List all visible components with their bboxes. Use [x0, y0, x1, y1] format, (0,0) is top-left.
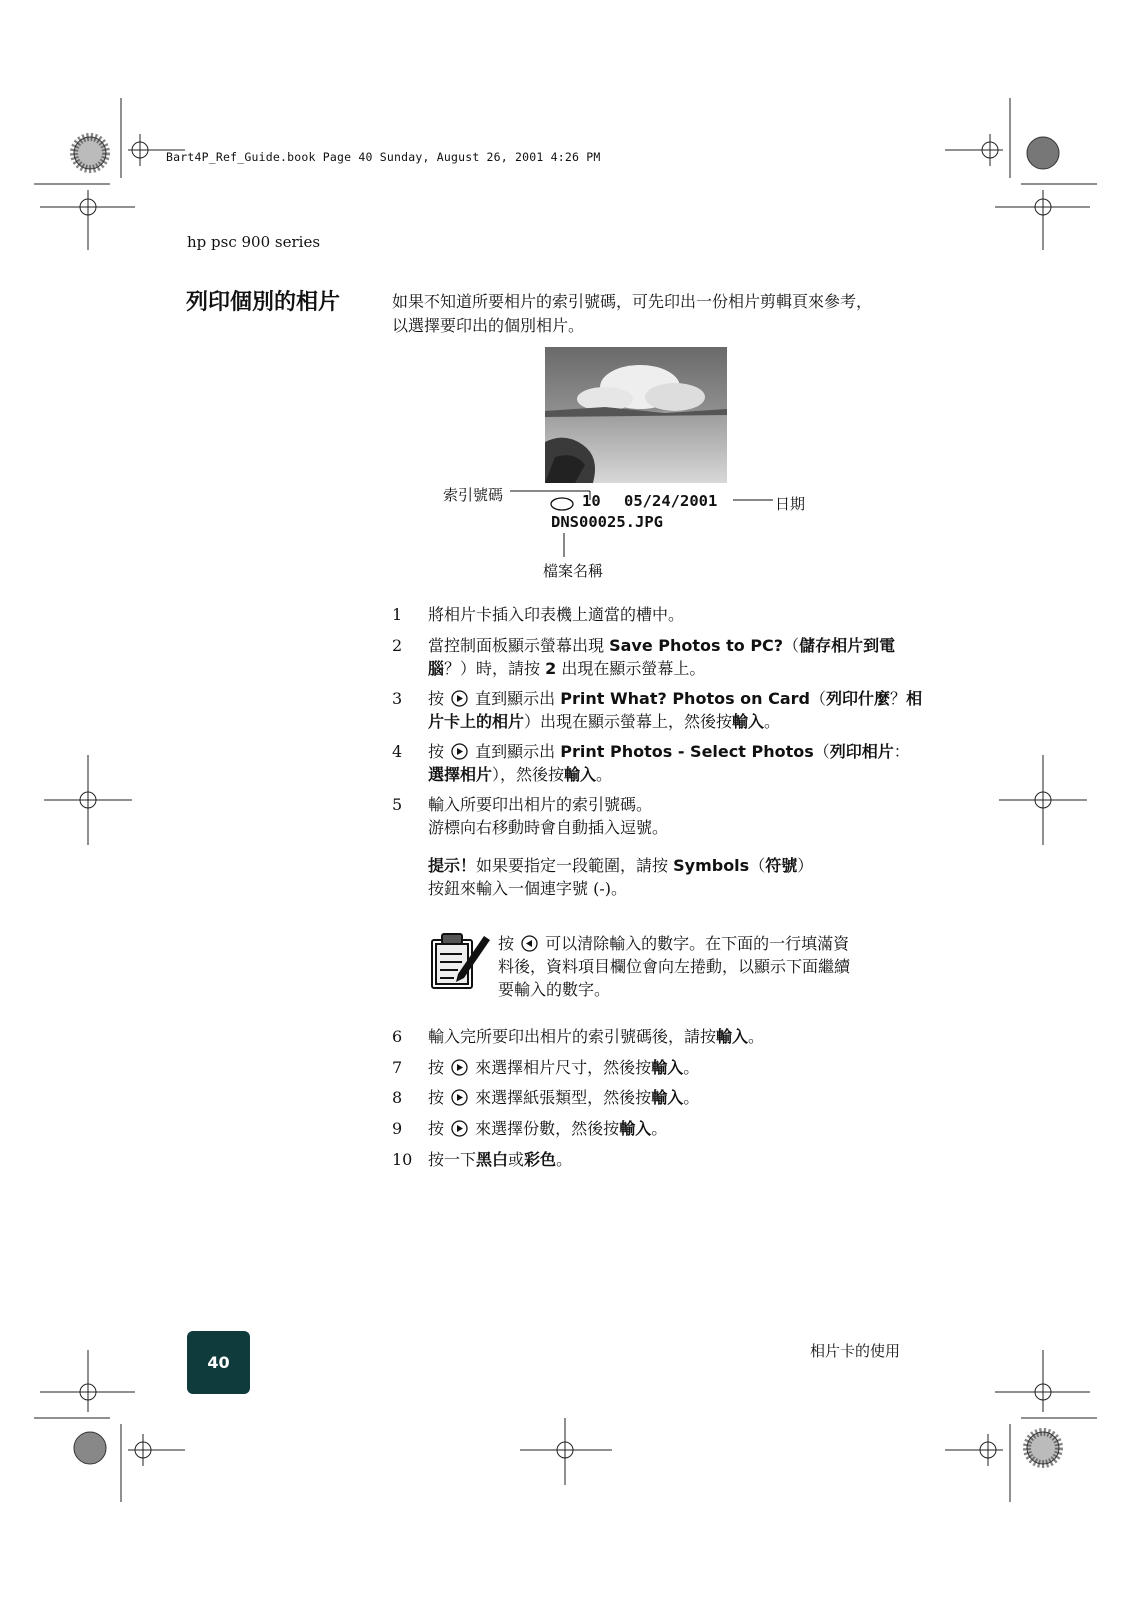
- step-text: 來選擇份數，然後按: [470, 1119, 620, 1138]
- step-text: 輸入完所要印出相片的索引號碼後，請按: [428, 1027, 717, 1046]
- intro-line: 如果不知道所要相片的索引號碼，可先印出一份相片剪輯頁來參考，: [392, 292, 873, 311]
- right-arrow-button-icon: [451, 1089, 468, 1106]
- step-text: 來選擇紙張類型，然後按: [470, 1088, 652, 1107]
- step-text: 。: [683, 1088, 700, 1107]
- right-arrow-button-icon: [451, 690, 468, 707]
- step-text: 出現在顯示螢幕上。: [556, 659, 706, 678]
- display-message: Save Photos to PC?: [609, 636, 784, 655]
- right-arrow-button-icon: [451, 1120, 468, 1137]
- step-text: ？）時，請按: [444, 659, 546, 678]
- label-file-name: 檔案名稱: [543, 562, 604, 580]
- step-4: [392, 740, 912, 786]
- step-text: 按: [428, 1088, 450, 1107]
- display-message-translation: 片卡上的相片: [428, 712, 525, 731]
- step-number: 9: [392, 1119, 403, 1138]
- note-block: [498, 932, 898, 1001]
- display-message-translation: 儲存相片到電: [799, 636, 896, 655]
- note-text: 要輸入的數字。: [498, 980, 611, 999]
- tip-block: [428, 854, 908, 900]
- step-text: （: [810, 689, 827, 708]
- key-label: 輸入: [564, 765, 597, 784]
- key-label: 輸入: [716, 1027, 749, 1046]
- note-text: 按: [498, 934, 520, 953]
- index-oval-icon: [550, 497, 574, 511]
- step-text: （: [813, 742, 830, 761]
- step-number: 4: [392, 742, 403, 761]
- step-text: ：: [893, 742, 910, 761]
- step-text: 。: [556, 1150, 573, 1169]
- key-label: 輸入: [651, 1058, 684, 1077]
- file-leader-line: [562, 533, 566, 559]
- step-text: 游標向右移動時會自動插入逗號。: [428, 818, 669, 837]
- note-text: 可以清除輸入的數字。在下面的一行填滿資: [540, 934, 850, 953]
- step-text: （: [783, 636, 800, 655]
- step-text: 。: [764, 712, 781, 731]
- page-number: 40: [207, 1353, 230, 1372]
- step-number: 5: [392, 795, 403, 814]
- page-number-badge: [187, 1331, 250, 1394]
- display-message-translation: 相: [906, 689, 923, 708]
- step-3: [392, 687, 923, 733]
- step-text: 按一下: [428, 1150, 477, 1169]
- key-label: 輸入: [732, 712, 765, 731]
- index-value: 10: [582, 492, 601, 510]
- key-label: 輸入: [651, 1088, 684, 1107]
- tip-text: 如果要指定一段範圍，請按: [476, 856, 674, 875]
- step-number: 3: [392, 689, 403, 708]
- step-number: 10: [392, 1150, 413, 1169]
- display-message-translation: 列印相片: [829, 742, 894, 761]
- step-text: 按: [428, 1058, 450, 1077]
- step-5: [392, 793, 912, 839]
- display-message-translation: 腦: [428, 659, 445, 678]
- step-text: 。: [651, 1119, 668, 1138]
- intro-line: 以選擇要印出的個別相片。: [392, 316, 585, 335]
- intro-paragraph: [392, 290, 912, 338]
- step-text: 按: [428, 1119, 450, 1138]
- step-text: 輸入所要印出相片的索引號碼。: [428, 795, 653, 814]
- step-text: ）出現在顯示螢幕上，然後按: [524, 712, 733, 731]
- step-text: 直到顯示出: [470, 742, 561, 761]
- date-leader-line: [733, 498, 773, 502]
- tip-text: 按鈕來輸入一個連字號 (-)。: [428, 879, 627, 898]
- display-message: Print What? Photos on Card: [560, 689, 811, 708]
- key-label: 黑白: [476, 1150, 509, 1169]
- step-text: 直到顯示出: [470, 689, 561, 708]
- footer-section-title: 相片卡的使用: [810, 1342, 901, 1360]
- display-message: Print Photos - Select Photos: [560, 742, 814, 761]
- step-number: 7: [392, 1058, 403, 1077]
- right-arrow-button-icon: [451, 743, 468, 760]
- file-value: DNS00025.JPG: [551, 513, 663, 531]
- step-text: 或: [508, 1150, 525, 1169]
- product-name: hp psc 900 series: [187, 233, 321, 251]
- step-text: 。: [596, 765, 613, 784]
- step-text: 按: [428, 742, 450, 761]
- step-number: 2: [392, 636, 403, 655]
- key-label: 2: [545, 659, 557, 678]
- step-2: [392, 634, 912, 680]
- label-index-number: 索引號碼: [443, 486, 504, 504]
- sample-photo: [545, 347, 727, 483]
- section-title: 列印個別的相片: [186, 290, 341, 315]
- print-header: Bart4P_Ref_Guide.book Page 40 Sunday, August 26, 2001 4:26 PM: [166, 150, 601, 164]
- step-text: 當控制面板顯示螢幕出現: [428, 636, 610, 655]
- button-name-translation: 符號: [765, 856, 798, 875]
- step-text: ？: [890, 689, 907, 708]
- step-text: 。: [748, 1027, 765, 1046]
- step-text: ），然後按: [492, 765, 565, 784]
- notepad-icon: [428, 928, 492, 992]
- tip-label: 提示！: [428, 856, 477, 875]
- button-name: Symbols: [673, 856, 750, 875]
- step-text: 。: [683, 1058, 700, 1077]
- step-number: 1: [392, 605, 403, 624]
- note-text: 料後，資料項目欄位會向左捲動，以顯示下面繼續: [498, 957, 851, 976]
- step-number: 6: [392, 1027, 403, 1046]
- tip-text: （: [749, 856, 766, 875]
- step-text: 按: [428, 689, 450, 708]
- key-label: 彩色: [524, 1150, 557, 1169]
- step-text: 將相片卡插入印表機上適當的槽中。: [428, 605, 685, 624]
- label-date: 日期: [775, 495, 806, 513]
- date-value: 05/24/2001: [624, 492, 718, 510]
- step-text: 來選擇相片尺寸，然後按: [470, 1058, 652, 1077]
- display-message-translation: 列印什麼: [826, 689, 891, 708]
- step-number: 8: [392, 1088, 403, 1107]
- left-arrow-button-icon: [521, 935, 538, 952]
- display-message-translation: 選擇相片: [428, 765, 493, 784]
- tip-text: ）: [797, 856, 814, 875]
- key-label: 輸入: [619, 1119, 652, 1138]
- right-arrow-button-icon: [451, 1059, 468, 1076]
